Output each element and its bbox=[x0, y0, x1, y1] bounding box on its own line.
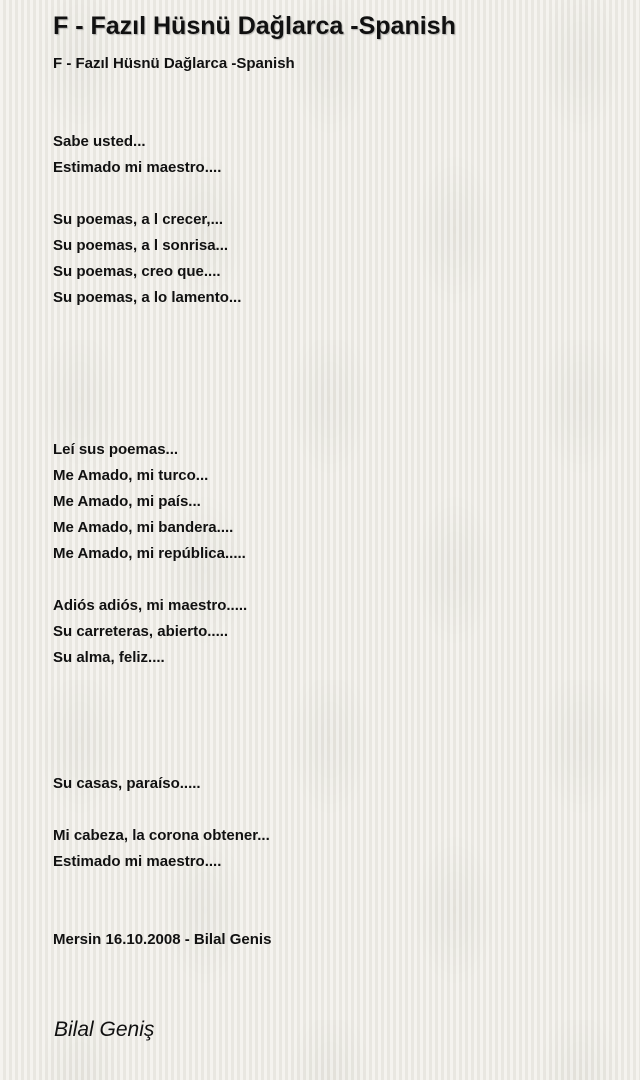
poem-line: Su casas, paraíso..... bbox=[53, 775, 201, 792]
poem-line: Sabe usted... bbox=[53, 133, 146, 150]
poem-line: Su poemas, a l sonrisa... bbox=[53, 237, 229, 254]
poem-line: Me Amado, mi república..... bbox=[53, 545, 246, 562]
poem-line: Su poemas, a lo lamento... bbox=[53, 289, 242, 306]
poem-line: Su carreteras, abierto..... bbox=[53, 623, 229, 640]
poem-line: Su alma, feliz.... bbox=[53, 649, 165, 666]
poem-line: Estimado mi maestro.... bbox=[53, 853, 222, 870]
poem-line: Su poemas, creo que.... bbox=[53, 263, 221, 280]
poem-line: Mi cabeza, la corona obtener... bbox=[53, 827, 270, 844]
poem-line: Me Amado, mi bandera.... bbox=[53, 519, 234, 536]
poem-line: Leí sus poemas... bbox=[53, 441, 179, 458]
page-title: F - Fazıl Hüsnü Dağlarca -Spanish bbox=[53, 12, 456, 40]
poem-line: Adiós adiós, mi maestro..... bbox=[53, 597, 248, 614]
poem-subtitle: F - Fazıl Hüsnü Dağlarca -Spanish bbox=[53, 55, 295, 72]
poem-line: Estimado mi maestro.... bbox=[53, 159, 222, 176]
poem-line: Me Amado, mi país... bbox=[53, 493, 201, 510]
poem-line: Me Amado, mi turco... bbox=[53, 467, 209, 484]
poem-line: Su poemas, a l crecer,... bbox=[53, 211, 224, 228]
poem-dateline: Mersin 16.10.2008 - Bilal Genis bbox=[53, 931, 272, 948]
author-signature: Bilal Geniş bbox=[54, 1018, 155, 1041]
